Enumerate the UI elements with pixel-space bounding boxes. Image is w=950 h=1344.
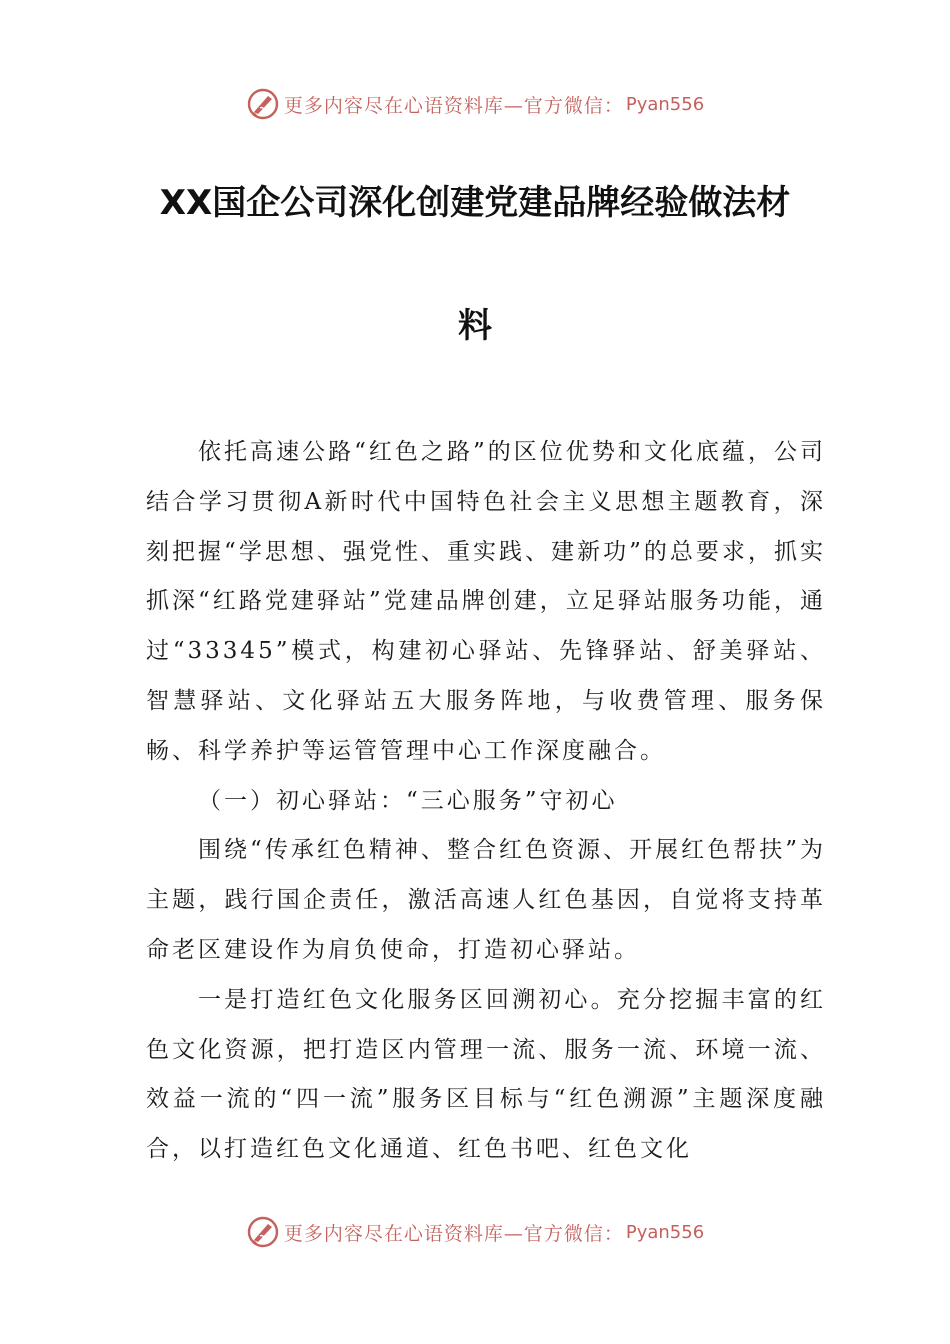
pen-logo-icon [246,1215,280,1249]
watermark-wechat-id: Pyan556 [625,1221,705,1243]
document-body [146,428,826,1175]
watermark-header [0,84,950,124]
watermark-text: 更多内容尽在心语资料库—官方微信： [283,1222,624,1245]
paragraph-intro: 依托高速公路“红色之路”的区位优势和文化底蕴，公司结合学习贯彻A新时代中国特色社会主义思想主题教育，深刻把握“学思想、强党性、重实践、建新功”的总要求，抓实抓深“红路党建驿站”党建品牌创建，立足驿站服务功能，通过“33345”模式，构建初心驿站、先锋驿站、舒美驿站、智慧驿站、文化驿站五大服务阵地，与收费管理、服务保畅、科学养护等运管管理中心工作深度融合。 [146,439,826,764]
document-title-line-1: XX国企公司深化创建党建品牌经验做法材 [159,183,791,223]
watermark-text: 更多内容尽在心语资料库—官方微信： [283,94,624,117]
document-title-line-2: 料 [458,306,492,346]
section-heading-1: （一）初心驿站：“三心服务”守初心 [198,787,618,814]
paragraph-section-1: 围绕“传承红色精神、整合红色资源、开展红色帮扶”为主题，践行国企责任，激活高速人红色基因，自觉将支持革命老区建设作为肩负使命，打造初心驿站。 [146,837,826,963]
pen-logo-icon [246,87,280,121]
paragraph-point-1: 一是打造红色文化服务区回溯初心。充分挖掘丰富的红色文化资源，把打造区内管理一流、服务一流、环境一流、效益一流的“四一流”服务区目标与“红色溯源”主题深度融合，以打造红色文化通道、红色书吧、红色文化 [146,986,826,1163]
watermark-footer [0,1212,950,1252]
watermark-wechat-id: Pyan556 [625,93,705,115]
